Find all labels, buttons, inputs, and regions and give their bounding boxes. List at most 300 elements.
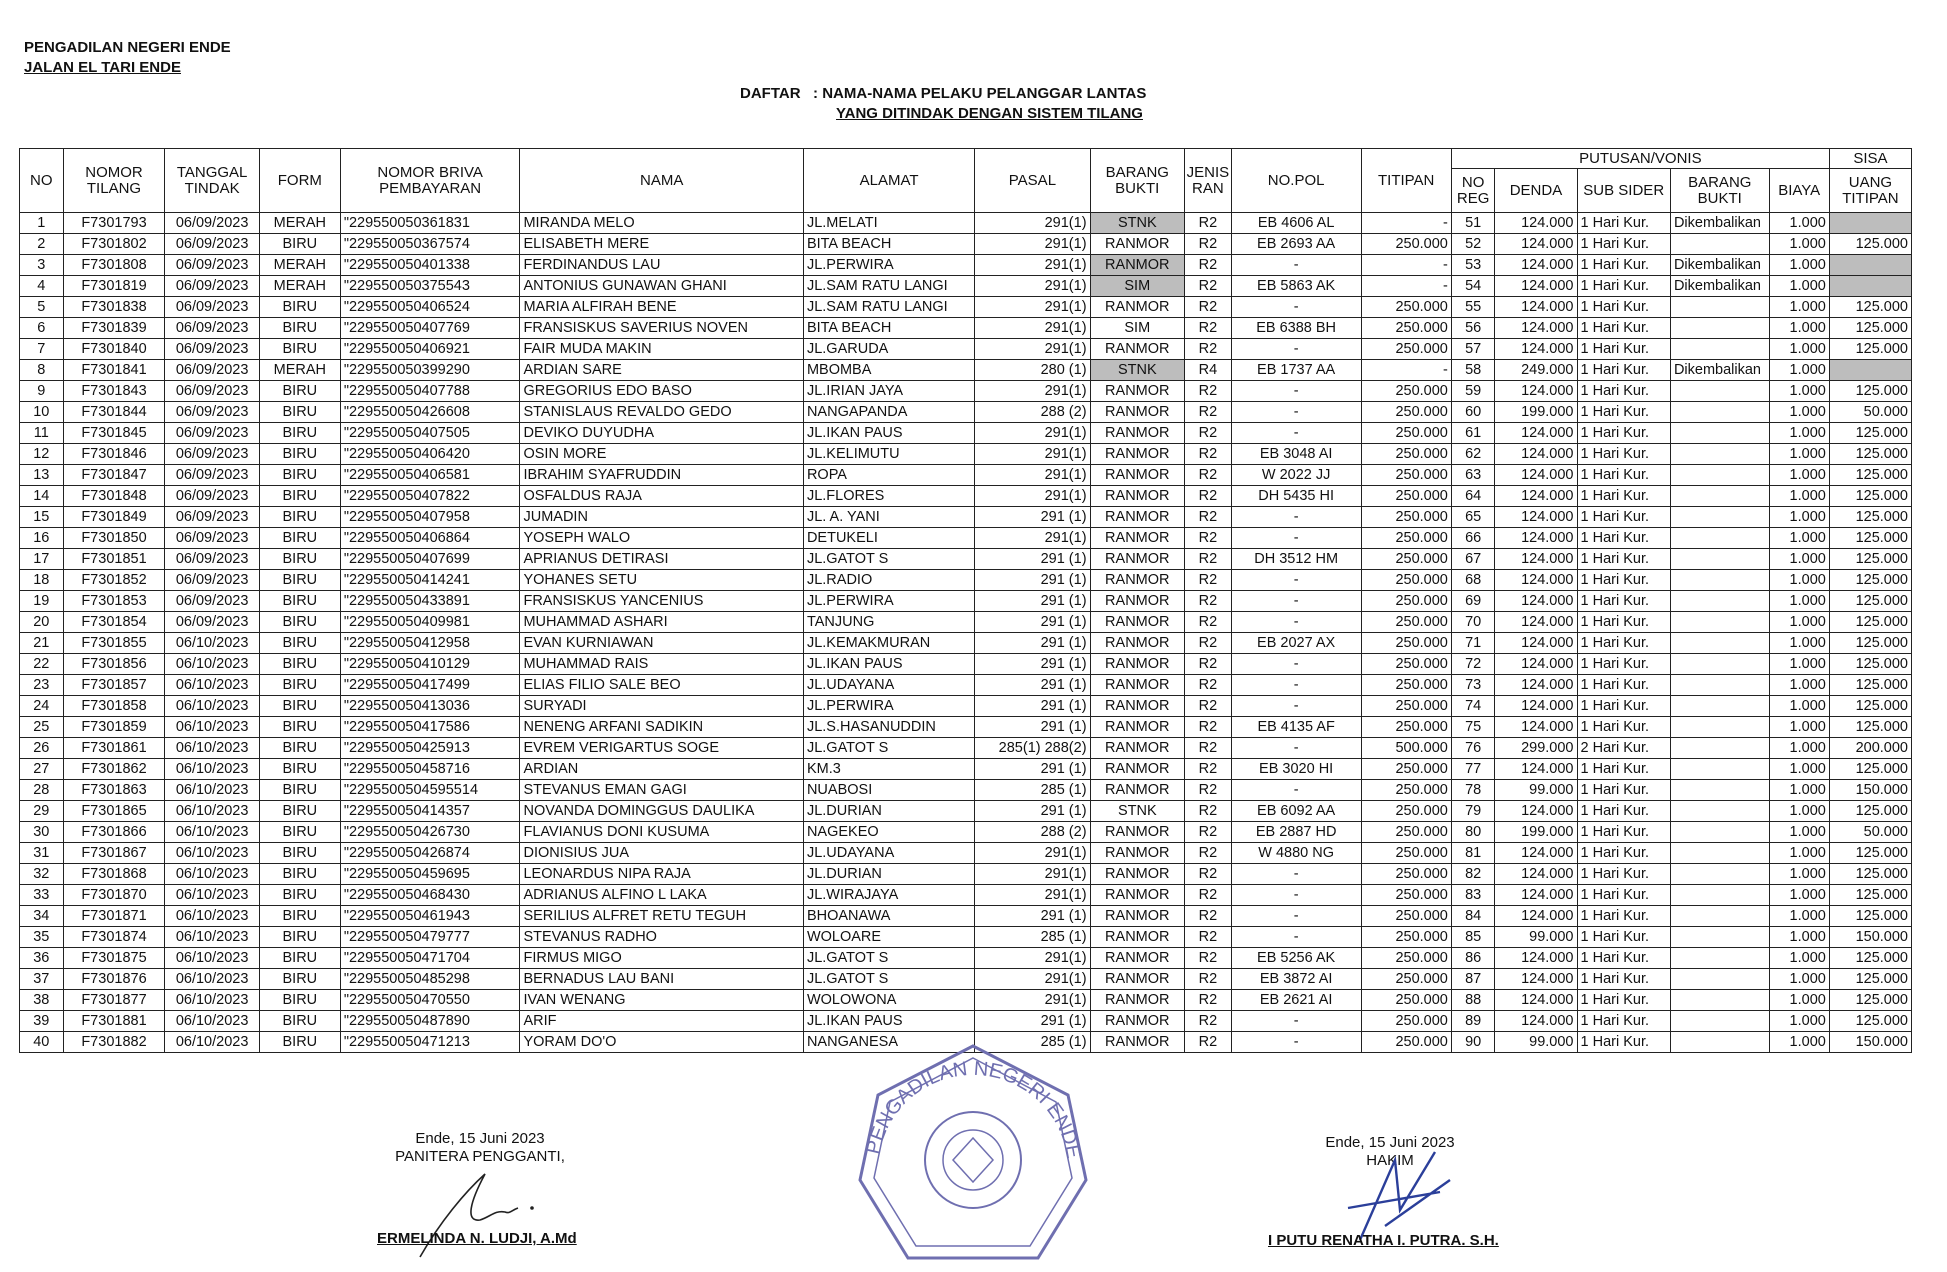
cell-jenis: R2 — [1185, 969, 1232, 990]
cell-sub: 1 Hari Kur. — [1577, 864, 1670, 885]
cell-nama: MIRANDA MELO — [520, 213, 803, 234]
cell-jenis: R2 — [1185, 801, 1232, 822]
cell-pasal: 291 (1) — [975, 633, 1090, 654]
cell-biaya: 1.000 — [1769, 381, 1829, 402]
cell-reg: 51 — [1451, 213, 1495, 234]
cell-sub: 1 Hari Kur. — [1577, 801, 1670, 822]
cell-biaya: 1.000 — [1769, 864, 1829, 885]
cell-bb2 — [1670, 423, 1769, 444]
cell-nopol: - — [1231, 780, 1361, 801]
cell-form: BIRU — [259, 402, 340, 423]
table-row — [20, 822, 1912, 843]
cell-no: 13 — [20, 465, 64, 486]
cell-form: BIRU — [259, 339, 340, 360]
col-alamat: ALAMAT — [803, 149, 974, 213]
cell-tilang: F7301841 — [63, 360, 165, 381]
left-role: PANITERA PENGGANTI, — [395, 1148, 565, 1165]
cell-briva: "229550050471704 — [340, 948, 520, 969]
cell-sisa: 125.000 — [1829, 297, 1911, 318]
cell-jenis: R2 — [1185, 927, 1232, 948]
cell-nopol: - — [1231, 297, 1361, 318]
cell-sisa: 150.000 — [1829, 780, 1911, 801]
cell-sisa: 125.000 — [1829, 507, 1911, 528]
table-row — [20, 213, 1912, 234]
col-barang-bukti: BARANG BUKTI — [1090, 149, 1184, 213]
cell-jenis: R2 — [1185, 633, 1232, 654]
cell-bb: STNK — [1090, 360, 1184, 381]
cell-alamat: JL.IKAN PAUS — [803, 423, 974, 444]
cell-no: 16 — [20, 528, 64, 549]
cell-pasal: 280 (1) — [975, 360, 1090, 381]
cell-nopol: EB 3020 HI — [1231, 759, 1361, 780]
cell-tilang: F7301871 — [63, 906, 165, 927]
cell-nopol: EB 3872 AI — [1231, 969, 1361, 990]
cell-titipan: 250.000 — [1361, 507, 1451, 528]
cell-nopol: EB 6092 AA — [1231, 801, 1361, 822]
cell-titipan: 250.000 — [1361, 339, 1451, 360]
cell-tgl: 06/09/2023 — [165, 591, 259, 612]
cell-tgl: 06/09/2023 — [165, 570, 259, 591]
table-row — [20, 885, 1912, 906]
cell-briva: "229550050406581 — [340, 465, 520, 486]
cell-sisa: 125.000 — [1829, 990, 1911, 1011]
cell-jenis: R2 — [1185, 570, 1232, 591]
cell-denda: 124.000 — [1495, 318, 1577, 339]
left-signature-icon — [410, 1162, 560, 1262]
cell-no: 18 — [20, 570, 64, 591]
col-denda: DENDA — [1495, 169, 1577, 213]
cell-briva: "229550050426730 — [340, 822, 520, 843]
cell-no: 27 — [20, 759, 64, 780]
cell-denda: 124.000 — [1495, 339, 1577, 360]
cell-sub: 1 Hari Kur. — [1577, 1032, 1670, 1053]
cell-denda: 124.000 — [1495, 801, 1577, 822]
cell-sisa: 125.000 — [1829, 549, 1911, 570]
cell-bb: RANMOR — [1090, 612, 1184, 633]
cell-tilang: F7301881 — [63, 1011, 165, 1032]
cell-denda: 124.000 — [1495, 570, 1577, 591]
cell-titipan: 250.000 — [1361, 969, 1451, 990]
cell-sub: 1 Hari Kur. — [1577, 486, 1670, 507]
cell-bb: RANMOR — [1090, 402, 1184, 423]
cell-no: 2 — [20, 234, 64, 255]
cell-form: BIRU — [259, 885, 340, 906]
cell-pasal: 291(1) — [975, 948, 1090, 969]
cell-no: 35 — [20, 927, 64, 948]
cell-bb: RANMOR — [1090, 717, 1184, 738]
table-row — [20, 654, 1912, 675]
cell-bb2 — [1670, 570, 1769, 591]
cell-bb2 — [1670, 402, 1769, 423]
cell-tilang: F7301875 — [63, 948, 165, 969]
cell-tilang: F7301849 — [63, 507, 165, 528]
cell-sub: 1 Hari Kur. — [1577, 465, 1670, 486]
cell-denda: 99.000 — [1495, 1032, 1577, 1053]
cell-sisa: 125.000 — [1829, 612, 1911, 633]
cell-pasal: 291(1) — [975, 444, 1090, 465]
cell-sub: 1 Hari Kur. — [1577, 570, 1670, 591]
cell-titipan: 250.000 — [1361, 234, 1451, 255]
table-row — [20, 591, 1912, 612]
table-row — [20, 507, 1912, 528]
cell-briva: "229550050426608 — [340, 402, 520, 423]
col-nama: NAMA — [520, 149, 803, 213]
cell-no: 31 — [20, 843, 64, 864]
cell-bb: RANMOR — [1090, 465, 1184, 486]
cell-sisa: 200.000 — [1829, 738, 1911, 759]
cell-bb2 — [1670, 486, 1769, 507]
cell-reg: 53 — [1451, 255, 1495, 276]
cell-sub: 1 Hari Kur. — [1577, 969, 1670, 990]
cell-bb: RANMOR — [1090, 927, 1184, 948]
cell-biaya: 1.000 — [1769, 528, 1829, 549]
cell-form: MERAH — [259, 360, 340, 381]
cell-bb: RANMOR — [1090, 381, 1184, 402]
cell-biaya: 1.000 — [1769, 1032, 1829, 1053]
cell-nopol: EB 1737 AA — [1231, 360, 1361, 381]
cell-denda: 99.000 — [1495, 780, 1577, 801]
cell-biaya: 1.000 — [1769, 948, 1829, 969]
cell-no: 33 — [20, 885, 64, 906]
cell-denda: 124.000 — [1495, 591, 1577, 612]
cell-pasal: 291(1) — [975, 339, 1090, 360]
cell-denda: 124.000 — [1495, 549, 1577, 570]
cell-tilang: F7301866 — [63, 822, 165, 843]
cell-alamat: JL.GATOT S — [803, 549, 974, 570]
cell-form: BIRU — [259, 591, 340, 612]
cell-sisa: 125.000 — [1829, 654, 1911, 675]
cell-alamat: JL.GATOT S — [803, 948, 974, 969]
cell-reg: 74 — [1451, 696, 1495, 717]
cell-nopol: - — [1231, 675, 1361, 696]
cell-bb2 — [1670, 822, 1769, 843]
cell-form: BIRU — [259, 906, 340, 927]
cell-titipan: 250.000 — [1361, 486, 1451, 507]
cell-pasal: 291(1) — [975, 843, 1090, 864]
cell-form: BIRU — [259, 1032, 340, 1053]
cell-briva: "229550050406420 — [340, 444, 520, 465]
cell-form: BIRU — [259, 486, 340, 507]
cell-biaya: 1.000 — [1769, 360, 1829, 381]
cell-nopol: W 4880 NG — [1231, 843, 1361, 864]
cell-denda: 124.000 — [1495, 885, 1577, 906]
cell-reg: 56 — [1451, 318, 1495, 339]
cell-nama: ELIAS FILIO SALE BEO — [520, 675, 803, 696]
cell-tilang: F7301865 — [63, 801, 165, 822]
cell-biaya: 1.000 — [1769, 612, 1829, 633]
cell-tgl: 06/10/2023 — [165, 780, 259, 801]
cell-bb: RANMOR — [1090, 528, 1184, 549]
cell-biaya: 1.000 — [1769, 675, 1829, 696]
cell-no: 37 — [20, 969, 64, 990]
cell-bb2 — [1670, 738, 1769, 759]
col-nomor-briva: NOMOR BRIVA PEMBAYARAN — [340, 149, 520, 213]
cell-bb2 — [1670, 864, 1769, 885]
cell-biaya: 1.000 — [1769, 738, 1829, 759]
cell-tgl: 06/10/2023 — [165, 654, 259, 675]
cell-alamat: JL. A. YANI — [803, 507, 974, 528]
cell-denda: 124.000 — [1495, 465, 1577, 486]
cell-no: 32 — [20, 864, 64, 885]
cell-sisa — [1829, 360, 1911, 381]
cell-nama: ANTONIUS GUNAWAN GHANI — [520, 276, 803, 297]
cell-nopol: DH 3512 HM — [1231, 549, 1361, 570]
table-row — [20, 1011, 1912, 1032]
cell-jenis: R2 — [1185, 486, 1232, 507]
cell-jenis: R2 — [1185, 297, 1232, 318]
cell-nopol: - — [1231, 423, 1361, 444]
cell-form: BIRU — [259, 780, 340, 801]
cell-biaya: 1.000 — [1769, 297, 1829, 318]
cell-form: BIRU — [259, 423, 340, 444]
cell-titipan: 250.000 — [1361, 549, 1451, 570]
cell-sub: 1 Hari Kur. — [1577, 360, 1670, 381]
cell-sub: 1 Hari Kur. — [1577, 675, 1670, 696]
cell-bb2 — [1670, 465, 1769, 486]
title-line-2: YANG DITINDAK DENGAN SISTEM TILANG — [836, 105, 1143, 122]
cell-bb: RANMOR — [1090, 822, 1184, 843]
cell-tilang: F7301868 — [63, 864, 165, 885]
cell-nopol: W 2022 JJ — [1231, 465, 1361, 486]
cell-pasal: 291 (1) — [975, 675, 1090, 696]
court-name: PENGADILAN NEGERI ENDE — [24, 39, 231, 56]
cell-bb: RANMOR — [1090, 969, 1184, 990]
cell-bb2 — [1670, 381, 1769, 402]
cell-sisa: 125.000 — [1829, 696, 1911, 717]
cell-biaya: 1.000 — [1769, 423, 1829, 444]
cell-form: BIRU — [259, 549, 340, 570]
cell-tilang: F7301802 — [63, 234, 165, 255]
cell-tgl: 06/09/2023 — [165, 402, 259, 423]
cell-pasal: 285 (1) — [975, 1032, 1090, 1053]
cell-tilang: F7301859 — [63, 717, 165, 738]
cell-titipan: 250.000 — [1361, 675, 1451, 696]
cell-jenis: R2 — [1185, 612, 1232, 633]
cell-no: 7 — [20, 339, 64, 360]
cell-sub: 1 Hari Kur. — [1577, 255, 1670, 276]
cell-alamat: WOLOWONA — [803, 990, 974, 1011]
cell-reg: 89 — [1451, 1011, 1495, 1032]
cell-titipan: 250.000 — [1361, 717, 1451, 738]
cell-briva: "229550050485298 — [340, 969, 520, 990]
cell-nopol: - — [1231, 864, 1361, 885]
cell-titipan: 250.000 — [1361, 864, 1451, 885]
cell-sisa: 125.000 — [1829, 528, 1911, 549]
cell-sub: 1 Hari Kur. — [1577, 759, 1670, 780]
cell-denda: 124.000 — [1495, 948, 1577, 969]
cell-pasal: 291(1) — [975, 276, 1090, 297]
cell-denda: 124.000 — [1495, 969, 1577, 990]
cell-sub: 1 Hari Kur. — [1577, 843, 1670, 864]
cell-sisa: 125.000 — [1829, 948, 1911, 969]
cell-sub: 1 Hari Kur. — [1577, 1011, 1670, 1032]
cell-reg: 75 — [1451, 717, 1495, 738]
cell-briva: "229550050414241 — [340, 570, 520, 591]
col-uang-titipan: UANG TITIPAN — [1829, 169, 1911, 213]
table-row — [20, 234, 1912, 255]
cell-form: BIRU — [259, 381, 340, 402]
cell-bb2 — [1670, 1011, 1769, 1032]
cell-tilang: F7301882 — [63, 1032, 165, 1053]
cell-sisa: 125.000 — [1829, 318, 1911, 339]
cell-tilang: F7301843 — [63, 381, 165, 402]
cell-briva: "229550050461943 — [340, 906, 520, 927]
cell-sub: 1 Hari Kur. — [1577, 633, 1670, 654]
cell-tilang: F7301870 — [63, 885, 165, 906]
cell-form: BIRU — [259, 570, 340, 591]
cell-bb: RANMOR — [1090, 339, 1184, 360]
cell-bb: RANMOR — [1090, 507, 1184, 528]
cell-tgl: 06/09/2023 — [165, 318, 259, 339]
cell-pasal: 291(1) — [975, 969, 1090, 990]
cell-nopol: - — [1231, 255, 1361, 276]
cell-pasal: 285 (1) — [975, 780, 1090, 801]
cell-bb: RANMOR — [1090, 633, 1184, 654]
cell-denda: 124.000 — [1495, 381, 1577, 402]
cell-nopol: EB 2693 AA — [1231, 234, 1361, 255]
cell-bb: STNK — [1090, 801, 1184, 822]
table-row — [20, 360, 1912, 381]
cell-nama: YOSEPH WALO — [520, 528, 803, 549]
cell-sub: 1 Hari Kur. — [1577, 234, 1670, 255]
cell-sub: 1 Hari Kur. — [1577, 549, 1670, 570]
cell-sub: 1 Hari Kur. — [1577, 948, 1670, 969]
cell-bb2 — [1670, 318, 1769, 339]
cell-form: BIRU — [259, 297, 340, 318]
cell-pasal: 291 (1) — [975, 696, 1090, 717]
cell-titipan: 250.000 — [1361, 402, 1451, 423]
cell-no: 14 — [20, 486, 64, 507]
cell-nama: YOHANES SETU — [520, 570, 803, 591]
cell-sub: 1 Hari Kur. — [1577, 213, 1670, 234]
cell-bb: RANMOR — [1090, 570, 1184, 591]
cell-sub: 1 Hari Kur. — [1577, 339, 1670, 360]
table-row — [20, 276, 1912, 297]
table-row — [20, 255, 1912, 276]
cell-tgl: 06/09/2023 — [165, 612, 259, 633]
cell-tgl: 06/10/2023 — [165, 864, 259, 885]
cell-briva: "229550050407769 — [340, 318, 520, 339]
cell-bb2 — [1670, 780, 1769, 801]
cell-pasal: 291 (1) — [975, 717, 1090, 738]
cell-tgl: 06/09/2023 — [165, 234, 259, 255]
cell-sisa: 125.000 — [1829, 444, 1911, 465]
cell-reg: 61 — [1451, 423, 1495, 444]
cell-form: BIRU — [259, 969, 340, 990]
cell-nopol: - — [1231, 1011, 1361, 1032]
cell-pasal: 291(1) — [975, 213, 1090, 234]
cell-tilang: F7301838 — [63, 297, 165, 318]
cell-pasal: 291 (1) — [975, 507, 1090, 528]
cell-sub: 1 Hari Kur. — [1577, 507, 1670, 528]
cell-briva: "229550050470550 — [340, 990, 520, 1011]
col-no-pol: NO.POL — [1231, 149, 1361, 213]
cell-form: BIRU — [259, 801, 340, 822]
cell-nopol: EB 5256 AK — [1231, 948, 1361, 969]
cell-nopol: - — [1231, 738, 1361, 759]
cell-reg: 83 — [1451, 885, 1495, 906]
cell-nama: NENENG ARFANI SADIKIN — [520, 717, 803, 738]
cell-reg: 57 — [1451, 339, 1495, 360]
cell-pasal: 291(1) — [975, 990, 1090, 1011]
cell-nopol: - — [1231, 906, 1361, 927]
cell-briva: "229550050459695 — [340, 864, 520, 885]
cell-reg: 76 — [1451, 738, 1495, 759]
cell-biaya: 1.000 — [1769, 927, 1829, 948]
cell-denda: 124.000 — [1495, 255, 1577, 276]
cell-bb2 — [1670, 339, 1769, 360]
cell-no: 26 — [20, 738, 64, 759]
cell-nama: JUMADIN — [520, 507, 803, 528]
cell-reg: 64 — [1451, 486, 1495, 507]
cell-nopol: EB 4606 AL — [1231, 213, 1361, 234]
cell-sisa: 125.000 — [1829, 675, 1911, 696]
cell-alamat: JL.FLORES — [803, 486, 974, 507]
cell-bb2: Dikembalikan — [1670, 360, 1769, 381]
cell-nopol: EB 5863 AK — [1231, 276, 1361, 297]
cell-alamat: JL.SAM RATU LANGI — [803, 276, 974, 297]
cell-biaya: 1.000 — [1769, 234, 1829, 255]
cell-briva: "229550050407505 — [340, 423, 520, 444]
cell-tgl: 06/10/2023 — [165, 633, 259, 654]
cell-sisa: 125.000 — [1829, 381, 1911, 402]
cell-biaya: 1.000 — [1769, 759, 1829, 780]
cell-nopol: - — [1231, 570, 1361, 591]
cell-tgl: 06/09/2023 — [165, 297, 259, 318]
cell-form: MERAH — [259, 213, 340, 234]
cell-no: 24 — [20, 696, 64, 717]
cell-pasal: 291(1) — [975, 318, 1090, 339]
cell-reg: 63 — [1451, 465, 1495, 486]
cell-bb2 — [1670, 507, 1769, 528]
cell-reg: 73 — [1451, 675, 1495, 696]
cell-jenis: R2 — [1185, 381, 1232, 402]
cell-pasal: 291(1) — [975, 234, 1090, 255]
cell-alamat: JL.PERWIRA — [803, 255, 974, 276]
cell-no: 29 — [20, 801, 64, 822]
cell-sisa: 125.000 — [1829, 339, 1911, 360]
table-row — [20, 759, 1912, 780]
cell-tgl: 06/10/2023 — [165, 801, 259, 822]
cell-tilang: F7301858 — [63, 696, 165, 717]
table-row — [20, 612, 1912, 633]
cell-briva: "229550050425913 — [340, 738, 520, 759]
col-tanggal-tindak: TANGGAL TINDAK — [165, 149, 259, 213]
col-titipan: TITIPAN — [1361, 149, 1451, 213]
cell-nama: DEVIKO DUYUDHA — [520, 423, 803, 444]
cell-pasal: 291(1) — [975, 885, 1090, 906]
cell-form: BIRU — [259, 738, 340, 759]
cell-sub: 1 Hari Kur. — [1577, 276, 1670, 297]
cell-reg: 60 — [1451, 402, 1495, 423]
cell-pasal: 291(1) — [975, 423, 1090, 444]
cell-alamat: BHOANAWA — [803, 906, 974, 927]
cell-denda: 124.000 — [1495, 864, 1577, 885]
cell-alamat: JL.MELATI — [803, 213, 974, 234]
cell-biaya: 1.000 — [1769, 570, 1829, 591]
cell-alamat: JL.DURIAN — [803, 801, 974, 822]
table-row — [20, 990, 1912, 1011]
cell-reg: 80 — [1451, 822, 1495, 843]
cell-titipan: 250.000 — [1361, 570, 1451, 591]
cell-bb2 — [1670, 549, 1769, 570]
cell-tilang: F7301793 — [63, 213, 165, 234]
cell-denda: 124.000 — [1495, 612, 1577, 633]
table-row — [20, 843, 1912, 864]
cell-reg: 82 — [1451, 864, 1495, 885]
cell-bb: STNK — [1090, 213, 1184, 234]
cell-form: BIRU — [259, 717, 340, 738]
